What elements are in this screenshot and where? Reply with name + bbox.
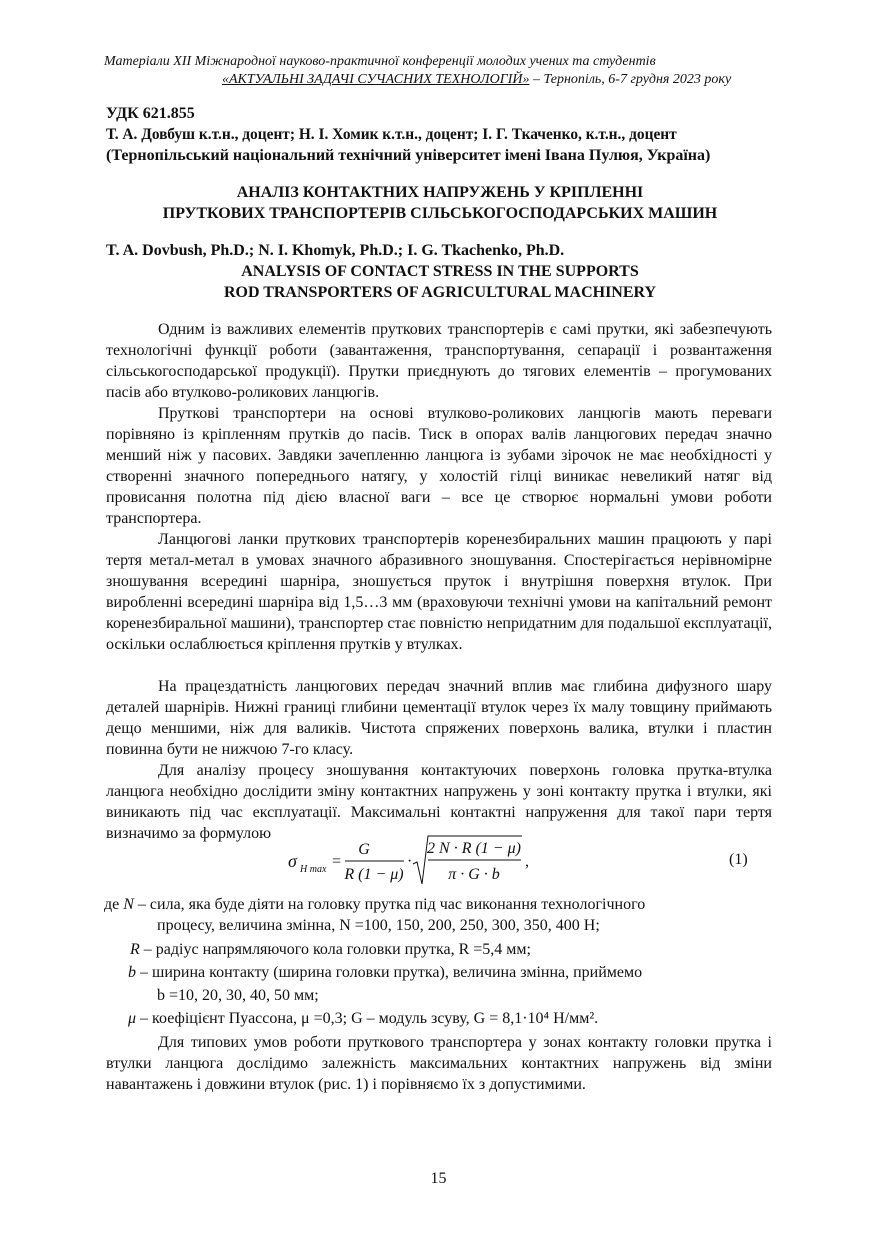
title-en-line1: ANALYSIS OF CONTACT STRESS IN THE SUPPORTS bbox=[241, 263, 639, 280]
conference-header-line1: Матеріали XII Міжнародної науково-практичної конференції молодих учених та студентів bbox=[104, 54, 656, 69]
definition-symbol: μ bbox=[128, 1010, 137, 1027]
formula-equals-sign: = bbox=[332, 853, 342, 870]
affiliation: (Тернопільський національний технічний університет імені Івана Пулюя, Україна) bbox=[106, 147, 711, 164]
conference-place-date: – Тернопіль, 6-7 грудня 2023 року bbox=[529, 72, 732, 87]
formula-root-numerator: 2 N · R (1 − μ) bbox=[427, 840, 521, 857]
definition-n-line1 bbox=[104, 894, 645, 915]
equation-number: (1) bbox=[729, 851, 748, 868]
authors-ua: Т. А. Довбуш к.т.н., доцент; Н. І. Хомик к.т.н., доцент; І. Г. Ткаченко, к.т.н., доцент bbox=[106, 126, 677, 143]
title-en-line2: ROD TRANSPORTERS OF AGRICULTURAL MACHINERY bbox=[223, 284, 657, 301]
title-ua-line1: АНАЛІЗ КОНТАКТНИХ НАПРУЖЕНЬ У КРІПЛЕННІ bbox=[236, 184, 644, 201]
definition-r bbox=[130, 939, 531, 960]
authors-en: T. A. Dovbush, Ph.D.; N. I. Khomyk, Ph.D.; I. G. Tkachenko, Ph.D. bbox=[106, 242, 565, 259]
paragraph-2: Пруткові транспортери на основі втулково-роликових ланцюгів мають переваги порівняно із кріпленням прутків до пасів. Тиск в опорах валів ланцюгових передач значно менший ніж у пасових. Завдяки зачепленню ланцюга із зубами зірочок не має необхідності у створенні значного попереднього натягу, у холостій гілці виникає невеликий натяг від провисання полотна під дією власної ваги – все це створює нормальні умови роботи транспортера. bbox=[106, 405, 772, 527]
definition-symbol: b bbox=[128, 964, 136, 981]
definition-text: – радіус напрямляючого кола головки прутка, R =5,4 мм; bbox=[139, 941, 531, 958]
formula-numerator: G bbox=[358, 841, 370, 858]
paragraph-1: Одним із важливих елементів пруткових транспортерів є самі прутки, які забезпечують технологічні функції роботи (завантаження, транспортування, сепарації і розвантаження сільськогосподарської продукції). Прутки приєднують до тягових елементів – прогумованих пасів або втулково-роликових ланцюгів. bbox=[106, 321, 772, 401]
paragraph-4: На працездатність ланцюгових передач значний вплив має глибина дифузного шару деталей шарнірів. Нижні границі глибини цементації втулок через їх малу товщину приймають дещо меншими, ніж для валиків. Чистота спряжених поверхонь валика, втулки і пластин повинна бути не нижчою 7-го класу. bbox=[106, 678, 772, 758]
definition-text: – коефіцієнт Пуассона, μ =0,3; G – модуль зсуву, G = 8,1·10⁴ Н/мм². bbox=[136, 1010, 599, 1027]
formula-subscript: H max bbox=[300, 864, 327, 875]
definition-text: – ширина контакту (ширина головки прутка), величина змінна, приймемо bbox=[136, 964, 643, 981]
definition-b-line2: b =10, 20, 30, 40, 50 мм; bbox=[157, 987, 319, 1004]
paragraph-3: Ланцюгові ланки пруткових транспортерів коренезбиральних машин працюють у парі тертя метал-метал в умовах значного абразивного зношування. Спостерігається нерівномірне зношування всередині шарніра, зношується пруток і внутрішня поверхня втулок. При виробленні всередині шарніра від 1,5…3 мм (враховуючи технічні умови на капітальний ремонт коренезбиральної машини), транспортер стає повністю непридатним для подальшої експлуатації, оскільки ослаблюється кріплення прутків у втулках. bbox=[106, 531, 772, 653]
definition-lead: де bbox=[104, 896, 120, 913]
page-number: 15 bbox=[430, 1170, 447, 1187]
definition-mu-g bbox=[128, 1008, 598, 1029]
conference-name: «АКТУАЛЬНІ ЗАДАЧІ СУЧАСНИХ ТЕХНОЛОГІЙ» bbox=[222, 72, 530, 87]
formula-max-contact-stress bbox=[286, 834, 546, 890]
definition-text: – сила, яка буде діяти на головку прутка під час виконання технологічного bbox=[133, 896, 646, 913]
definition-b-line1 bbox=[128, 962, 642, 983]
udk-code: УДК 621.855 bbox=[106, 105, 195, 122]
conference-header-line2 bbox=[222, 71, 731, 89]
definition-symbol: N bbox=[123, 896, 134, 913]
formula-dot: · bbox=[407, 853, 413, 870]
paragraph-6: Для типових умов роботи пруткового транспортера у зонах контакту головки прутка і втулки ланцюга дослідимо залежність максимальних контактних напружень від зміни навантажень і довжини втулок (рис. 1) і порівняємо їх з допустимими. bbox=[106, 1034, 772, 1093]
formula-root-denominator: π · G · b bbox=[448, 866, 500, 883]
formula-sigma: σ bbox=[288, 851, 297, 871]
formula-comma: , bbox=[525, 853, 529, 870]
definition-n-line2: процесу, величина змінна, N =100, 150, 200, 250, 300, 350, 400 Н; bbox=[157, 917, 600, 934]
definition-symbol: R bbox=[130, 941, 140, 958]
paragraph-5: Для аналізу процесу зношування контактуючих поверхонь головка прутка-втулка ланцюга необхідно дослідити зміну контактних напружень у зоні контакту прутка і втулки, які виникають під час експлуатації. Максимальні контактні напруження для такої пари тертя визначимо за формулою bbox=[106, 762, 772, 842]
title-ua-line2: ПРУТКОВИХ ТРАНСПОРТЕРІВ СІЛЬСЬКОГОСПОДАРСЬКИХ МАШИН bbox=[162, 205, 718, 222]
formula-denominator: R (1 − μ) bbox=[344, 866, 404, 883]
